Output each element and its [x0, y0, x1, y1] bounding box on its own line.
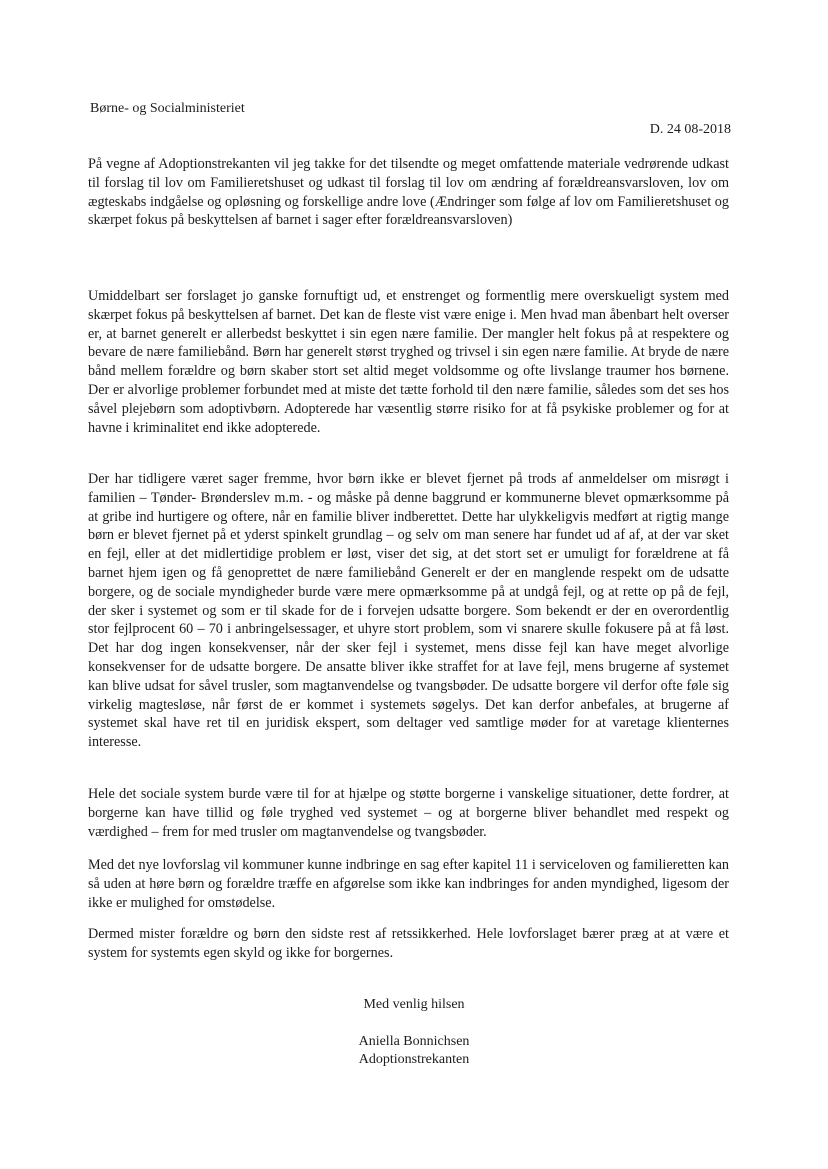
paragraph-family-bonds: Umiddelbart ser forslaget jo ganske fornuftigt ud, et enstrenget og formentlig mere overskueligt system med skærpet fokus på beskyttelsen af barnet. Det kan de fleste vist være enige i. Men hvad man åbenbart helt overser er, at barnet generelt er allerbedst beskyttet i sin egen nære familie. Der mangler helt fokus på at respektere og bevare de nære familiebånd. Børn har generelt størst tryghed og trivsel i sin egen nære familie. At bryde de nære bånd mellem forældre og børn skaber stort set altid meget voldsomme og ofte livslange traumer hos børnene. Der er alvorlige problemer forbundet med at miste det tætte forhold til den nære familie, således som det ses hos såvel plejebørn som adoptivbørn. Adopterede har væsentlig større risiko for at få psykiske problemer og for at havne i kriminalitet end ikke adopterede. [88, 288, 729, 436]
paragraph-conclusion: Dermed mister forældre og børn den sidste rest af retssikkerhed. Hele lovforslaget bærer præg at at være et system for systemts egen skyld og ikke for borgernes. [88, 926, 729, 961]
recipient: Børne- og Socialministeriet [90, 101, 245, 116]
paragraph-social-system: Hele det sociale system burde være til for at hjælpe og støtte borgerne i vanskelige situationer, dette fordrer, at borgerne kan have tillid og føle tryghed ved systemet – og at borgerne bliver behandlet med respekt og værdighed – frem for med trusler om magtanvendelse og tvangsbøder. [88, 786, 729, 840]
closing-greeting: Med venlig hilsen [363, 997, 465, 1012]
signature-name: Aniella Bonnichsen [358, 1034, 470, 1049]
paragraph-new-bill: Med det nye lovforslag vil kommuner kunne indbringe en sag efter kapitel 11 i serviceloven og familieretten kan så uden at høre børn og forældre træffe en afgørelse som ikke kan indbringes for anden myndighed, ligesom der ikke er mulighed for omstødelse. [88, 857, 729, 911]
paragraph-intro: På vegne af Adoptionstrekanten vil jeg takke for det tilsendte og meget omfattende materiale vedrørende udkast til forslag til lov om Familieretshuset og udkast til forslag til lov om ændring af forældreansvarsloven, lov om ægteskabs indgåelse og opløsning og forskellige andre love (Ændringer som følge af lov om Familieretshuset og skærpet fokus på beskyttelsen af barnet i sager efter forældreansvarsloven) [88, 156, 729, 229]
letter-date: D. 24 08-2018 [649, 122, 731, 137]
paragraph-removal-cases: Der har tidligere været sager fremme, hvor børn ikke er blevet fjernet på trods af anmeldelser om misrøgt i familien – Tønder- Brønderslev m.m. - og måske på denne baggrund er kommunerne blevet opmærksomme på at gribe ind hurtigere og oftere, når en familie bliver indberettet. Dette har ulykkeligvis medført at rigtig mange børn er blevet fjernet på et yderst spinkelt grundlag – og selv om man senere har fundet ud af af, at der var sket en fejl, eller at det midlertidige problem er løst, viser det sig, at det stort set er umuligt for forældrene at få barnet hjem igen og få genoprettet de nære familiebånd Generelt er der en manglende respekt om de udsatte borgere, og de sociale myndigheder burde være mere opmærksomme på at undgå fejl, og at rette op på de fejl, der sker i systemet og som er til skade for de i forvejen udsatte borgere. Som bekendt er der en overordentlig stor fejlprocent 60 – 70 i anbringelsessager, et uhyre stort problem, som vi snarere skulle fokusere på at få løst. Det har dog ingen konsekvenser, når der sker fejl i systemet, mens disse fejl kan have meget alvorlige konsekvenser for de udsatte borgere. De ansatte bliver ikke straffet for at lave fejl, mens brugerne af systemet kan blive udsat for såvel trusler, som magtanvendelse og tvangsbøder. De udsatte borgere vil derfor ofte føle sig virkelig magtesløse, når først de er kommet i systemets søgelys. Det kan derfor anbefales, at brugerne af systemet skal have ret til en juridisk ekspert, som deltager ved samtlige møder for at varetage klienternes interesse. [88, 471, 729, 751]
signature-organization: Adoptionstrekanten [358, 1052, 470, 1067]
